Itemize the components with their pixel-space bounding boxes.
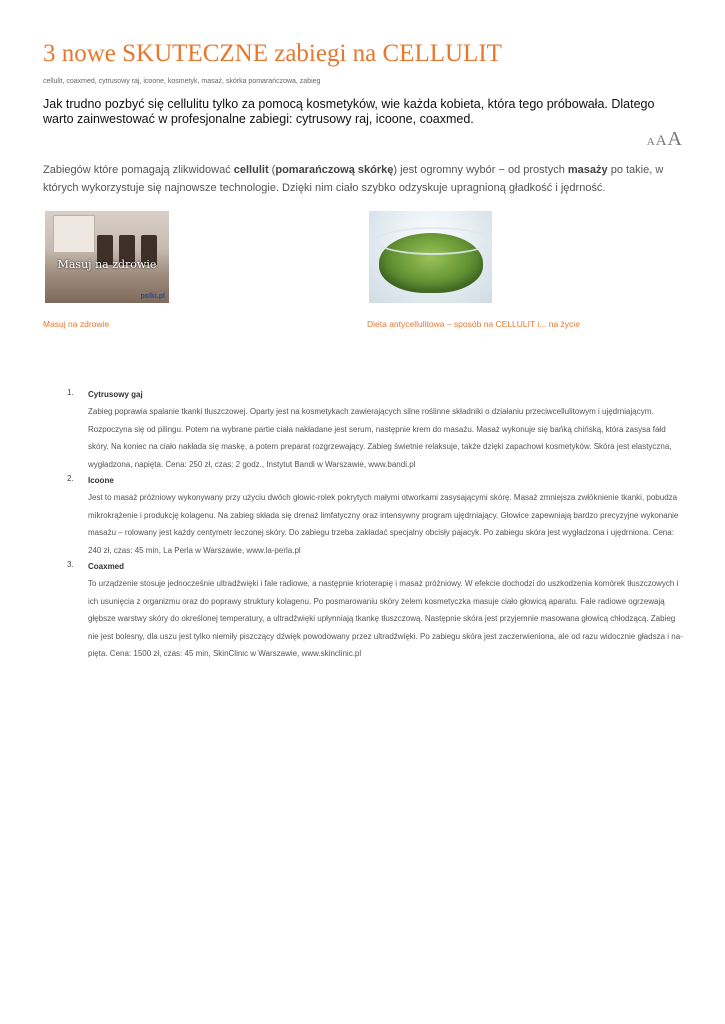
intro-text: ( xyxy=(268,164,276,176)
list-item xyxy=(67,388,688,473)
thumbnail-caption: Masuj na zdrowie xyxy=(57,258,157,271)
bowl-rim-shape xyxy=(375,227,491,255)
font-size-controls xyxy=(646,128,682,151)
tag-link[interactable]: , kosmetyk xyxy=(164,78,197,85)
related-link-massage[interactable]: Masuj na zdrowie xyxy=(43,319,110,329)
font-size-small-button[interactable]: A xyxy=(646,136,655,148)
intro-bold-skorka: pomarańczową skórkę xyxy=(275,164,394,176)
article-title: 3 nowe SKUTECZNE zabiegi na CELLULIT xyxy=(43,40,502,67)
intro-text: ) jest ogromny wybór − od prostych xyxy=(393,164,568,176)
article-intro xyxy=(43,161,683,197)
tag-link[interactable]: cellulit xyxy=(43,78,63,85)
tag-link[interactable]: , cytrusowy raj xyxy=(95,78,140,85)
item-title: Coaxmed xyxy=(88,562,125,571)
item-number: 2. xyxy=(67,474,74,483)
article-lead: Jak trudno pozbyć się cellulitu tylko za pomocą kosmetyków, wie każda kobieta, która tego próbowała. Dlatego warto zainwestować w profesjonalne zabiegi: cytrusowy raj, icoone, coaxmed. xyxy=(43,97,655,126)
tag-link[interactable]: , masaż xyxy=(197,78,222,85)
related-link-diet[interactable]: Dieta antycellulitowa – sposób na CELLULIT i... na życie xyxy=(367,319,580,329)
intro-bold-cellulit: cellulit xyxy=(233,164,269,176)
item-body: Zabieg poprawia spalanie tkanki tłuszczowej. Oparty jest na kosmetykach zawierających silne roślinne składniki o działaniu przeciwcellulitowym i ujędrniającym. Rozpoczyna się od pilingu. Potem na wybrane partie ciała nakładane jest serum, następnie krem do masażu. Masaż wykonuje się bańką chińską, która zasysa fałd skóry. Na koniec na ciało nakłada się maskę, a potem preparat rozgrzewający. Zabieg świetnie relaksuje, także dzięki zapachowi kosmetyków. Skóra jest elastyczna, wygładzona, napięta. Cena: 250 zł, czas: 2 godz., Instytut Bandi w Warszawie, www.bandi.pl xyxy=(88,407,672,469)
item-title: Cytrusowy gaj xyxy=(88,390,143,399)
font-size-medium-button[interactable]: A xyxy=(655,133,667,149)
intro-text: po takie, w których wykorzystuje się najnowsze technologie. Dzięki nim ciało szybko odzyskuje upragnioną gładkość i jędrność. xyxy=(43,164,664,194)
tag-list xyxy=(43,78,320,85)
intro-text: Zabiegów które pomagają zlikwidować xyxy=(43,164,234,176)
font-size-large-button[interactable]: A xyxy=(667,128,682,150)
item-body: To urządzenie stosuje jednocześnie ultradźwięki i fale radiowe, a następnie krioterapię i masaż próżniowy. W efekcie dochodzi do uszkodzenia komórek tłuszczowych i ich usunięcia z organizmu oraz do poprawy struktury kolagenu. Po posmarowaniu skóry żelem kosmetyczka masuje ciało głowicą aparatu. Fale radiowe ogrzewają głębsze warstwy skóry do określonej temperatury, a ultradźwięki upłynniają tkankę tłuszczową. Następnie skóra jest przyjemnie masowana głowicą chłodzącą. Zabieg nie jest bolesny, dla uszu jest tylko niemiły piszczący dźwięk powodowany przez ultradźwięki. Po zabiegu skóra jest zaczerwieniona, ale od razu widocznie gładsza i na- pięta. Cena: 1500 zł, czas: 45 min, SkinClinic w Warszawie, www.skinclinic.pl xyxy=(88,579,683,658)
tag-link[interactable]: , coaxmed xyxy=(62,78,94,85)
tag-link[interactable]: , skórka pomarańczowa xyxy=(222,78,296,85)
treatment-list xyxy=(67,388,688,664)
item-number: 3. xyxy=(67,560,74,569)
list-item xyxy=(67,560,688,663)
related-thumbnail-salad[interactable] xyxy=(369,211,492,303)
item-body: Jest to masaż próżniowy wykonywany przy użyciu dwóch głowic-rolek pokrytych małymi otworkami zasysającymi skórę. Masaż zmniejsza zwłóknienie tkanki, pobudza mikrokrążenie i produkcję kolagenu. Na zabieg składa się drenaż limfatyczny oraz intensywny program ujędrniający. Głowice zapewniają bardzo precyzyjne wykonanie masażu – rolowany jest każdy centymetr leczonej skóry. Do zabiegu trzeba zakładać specjalny obcisły pajacyk. Po zabiegu skóra jest wygładzona i ujędrniona. Cena: 240 zł, czas: 45 min, La Perla w Warszawie, www.la-perla.pl xyxy=(88,493,679,555)
window-shape xyxy=(53,215,95,253)
tag-link[interactable]: , icoone xyxy=(139,78,164,85)
thumbnail-brand: polki.pl xyxy=(140,293,165,300)
list-item xyxy=(67,474,688,559)
item-title: Icoone xyxy=(88,476,114,485)
related-thumbnail-massage[interactable] xyxy=(45,211,169,303)
item-number: 1. xyxy=(67,388,74,397)
tag-link[interactable]: , zabieg xyxy=(296,78,321,85)
intro-bold-masazy: masaży xyxy=(567,164,608,176)
